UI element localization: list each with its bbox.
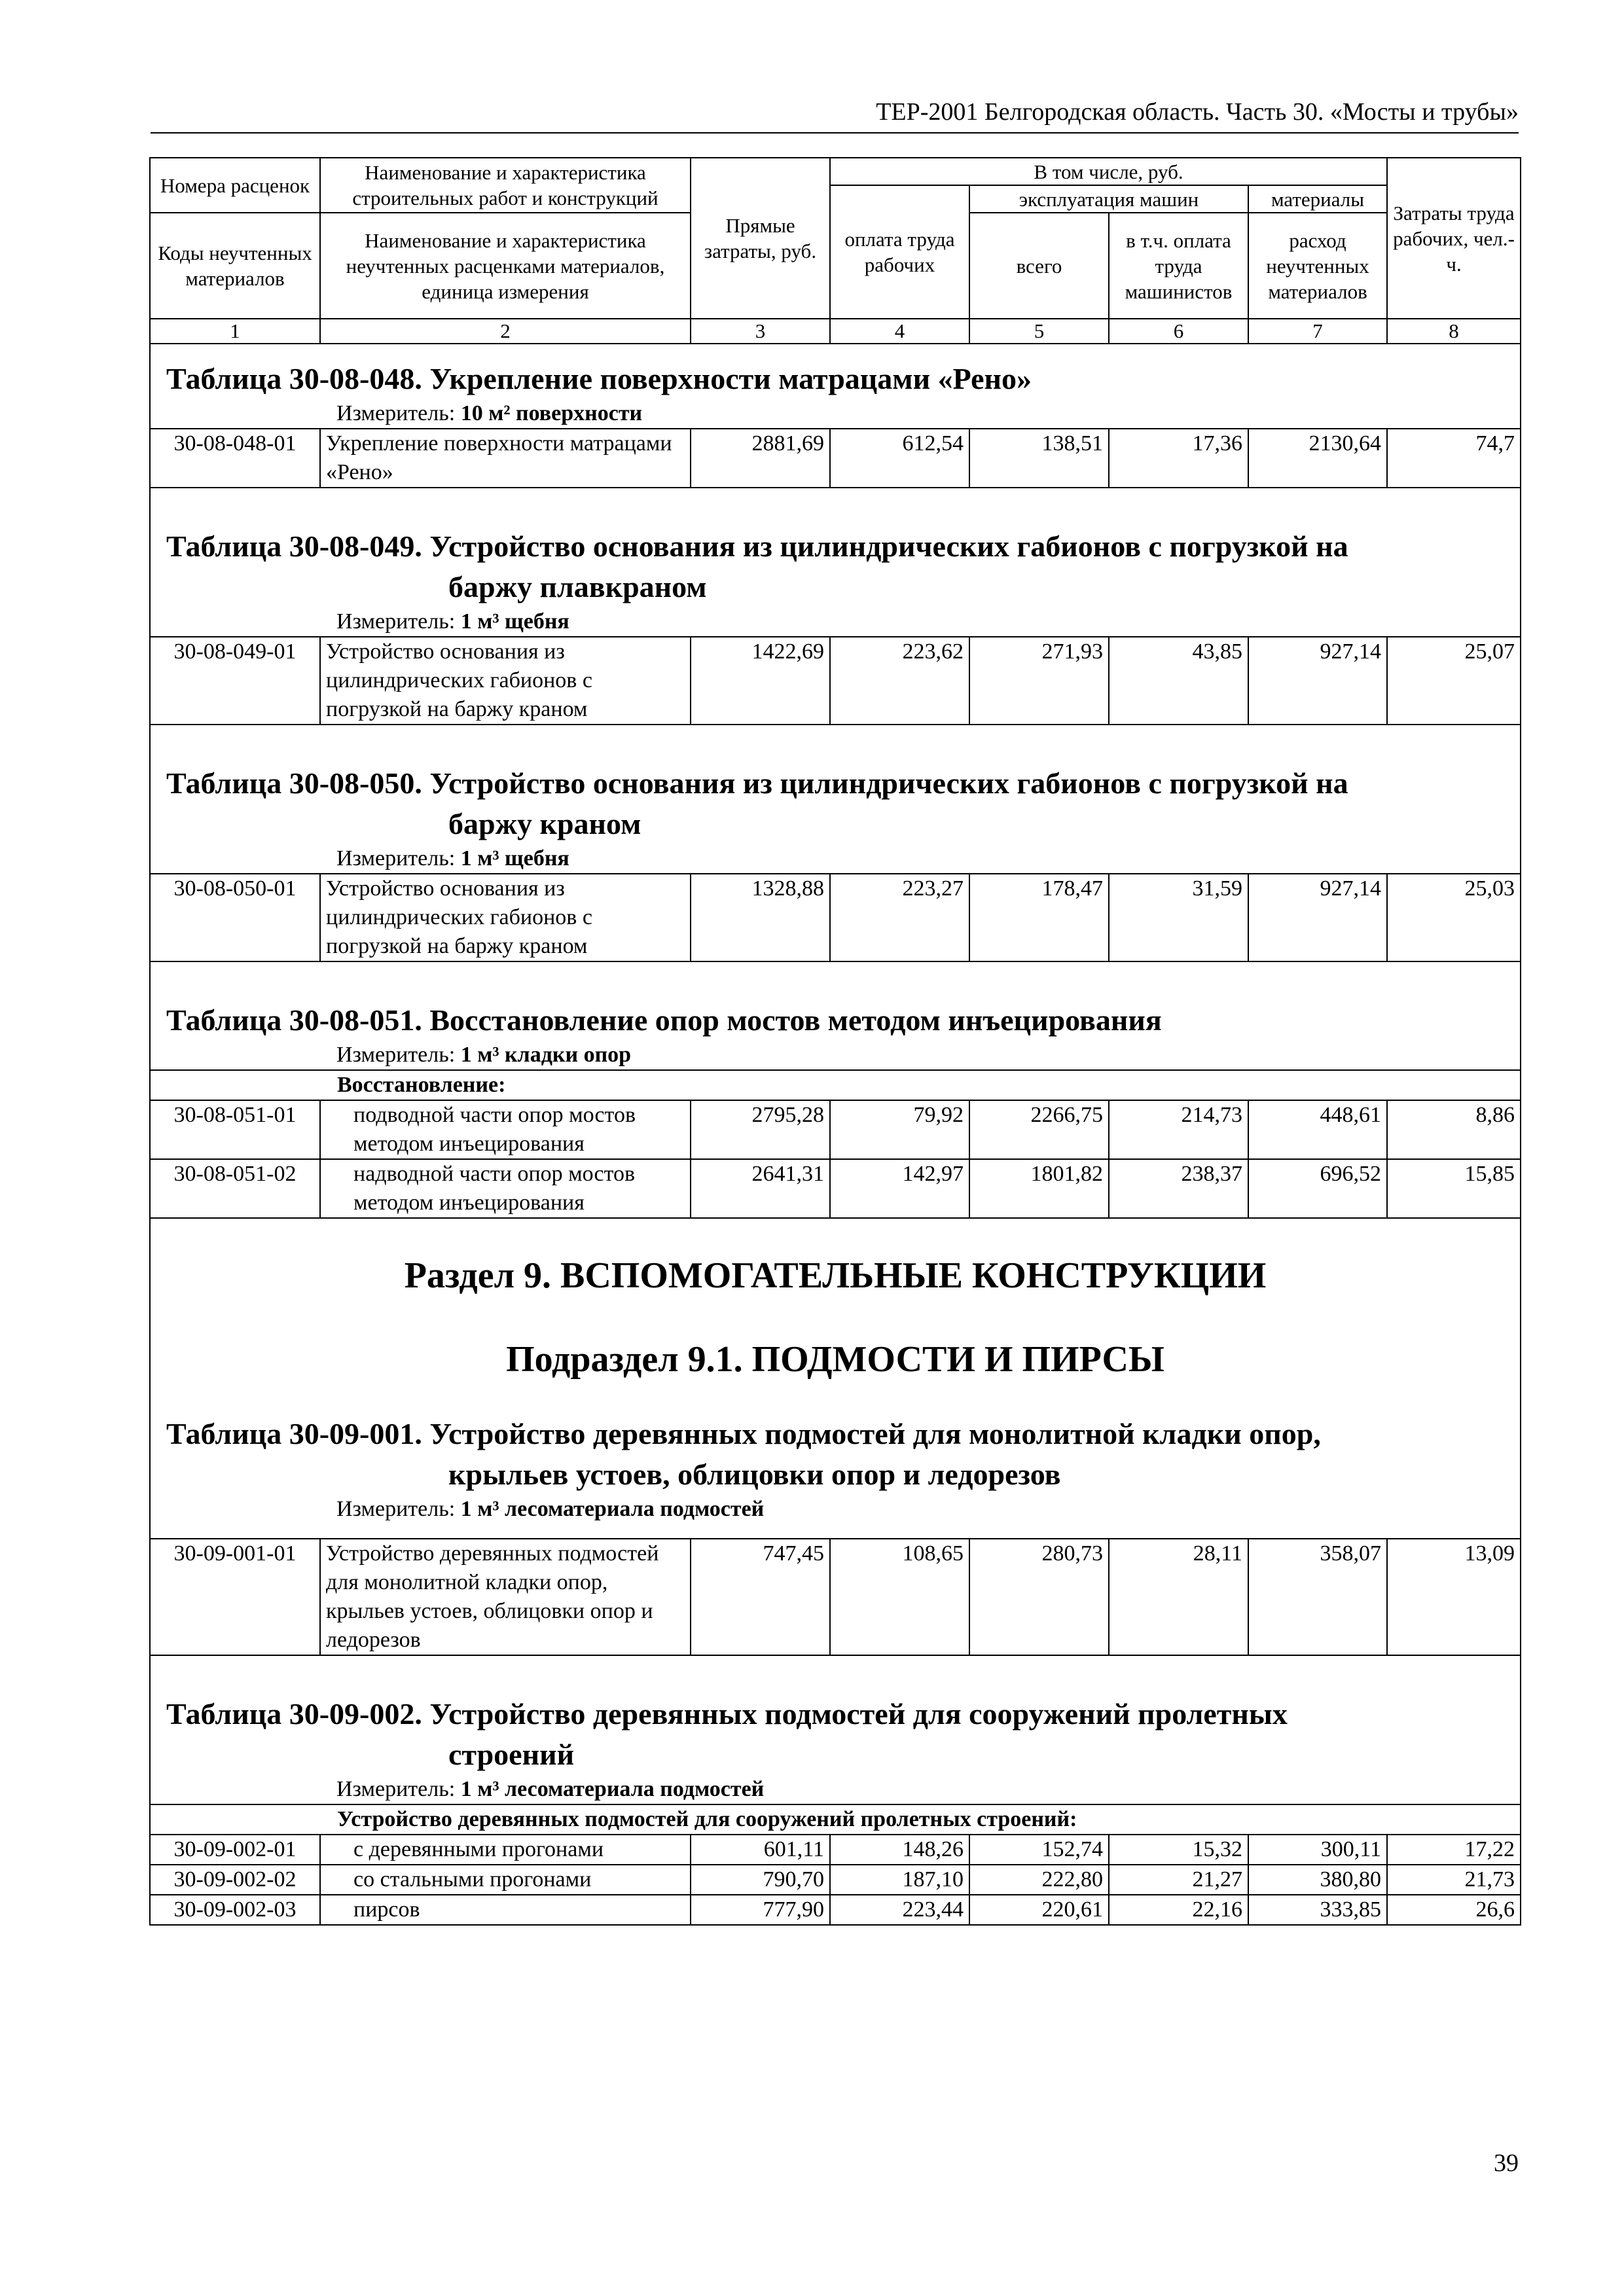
header-labor-costs: Затраты труда рабочих, чел.-ч. — [1387, 158, 1521, 319]
machines-total: 271,93 — [969, 637, 1109, 725]
measure-unit — [151, 1775, 1520, 1804]
measure-unit — [151, 607, 1520, 636]
materials: 448,61 — [1248, 1100, 1387, 1159]
table-row — [150, 1159, 1521, 1218]
labor-costs: 17,22 — [1387, 1835, 1521, 1865]
operator-pay: 21,27 — [1109, 1865, 1248, 1895]
rate-name: с деревянными прогонами — [320, 1835, 691, 1865]
rate-code: 30-09-002-01 — [150, 1835, 320, 1865]
header-materials: материалы — [1248, 185, 1387, 213]
materials: 2130,64 — [1248, 429, 1387, 488]
column-number: 4 — [830, 319, 969, 344]
column-number: 8 — [1387, 319, 1521, 344]
table-row — [150, 429, 1521, 488]
rate-code: 30-08-049-01 — [150, 637, 320, 725]
header-material-codes: Коды неучтенных материалов — [150, 213, 320, 319]
group-label: Устройство деревянных подмостей для сооружений пролетных строений: — [320, 1804, 1521, 1835]
section-title: Раздел 9. ВСПОМОГАТЕЛЬНЫЕ КОНСТРУКЦИИ — [404, 1255, 1267, 1296]
machines-total: 1801,82 — [969, 1159, 1109, 1218]
operator-pay: 22,16 — [1109, 1895, 1248, 1925]
table-title-text: Таблица 30-08-048. Укрепление поверхности матрацами «Рено» — [166, 362, 1032, 395]
group-row — [150, 1804, 1521, 1835]
machines-total: 2266,75 — [969, 1100, 1109, 1159]
direct-costs: 2641,31 — [691, 1159, 830, 1218]
rate-name: надводной части опор мостов методом инъецирования — [320, 1159, 691, 1218]
operator-pay: 17,36 — [1109, 429, 1248, 488]
column-number: 2 — [320, 319, 691, 344]
rate-name: Укрепление поверхности матрацами «Рено» — [320, 429, 691, 488]
header-machines-total: всего — [969, 213, 1109, 319]
header-rate-numbers: Номера расценок — [150, 158, 320, 213]
group-row — [150, 1070, 1521, 1100]
header-machine-operation: эксплуатация машин — [969, 185, 1248, 213]
worker-pay: 223,44 — [830, 1895, 969, 1925]
materials: 300,11 — [1248, 1835, 1387, 1865]
worker-pay: 148,26 — [830, 1835, 969, 1865]
measure-label: Измеритель: — [336, 846, 456, 870]
worker-pay: 142,97 — [830, 1159, 969, 1218]
table-title — [151, 763, 1520, 844]
direct-costs: 2881,69 — [691, 429, 830, 488]
measure-label: Измеритель: — [336, 1777, 456, 1801]
direct-costs: 777,90 — [691, 1895, 830, 1925]
header-unaccounted-materials: расход неучтенных материалов — [1248, 213, 1387, 319]
rate-name: со стальными прогонами — [320, 1865, 691, 1895]
labor-costs: 8,86 — [1387, 1100, 1521, 1159]
measure-unit — [151, 1041, 1520, 1069]
worker-pay: 108,65 — [830, 1539, 969, 1655]
worker-pay: 612,54 — [830, 429, 969, 488]
table-row — [150, 1865, 1521, 1895]
column-number: 6 — [1109, 319, 1248, 344]
materials: 927,14 — [1248, 874, 1387, 961]
direct-costs: 747,45 — [691, 1539, 830, 1655]
measure-unit — [151, 844, 1520, 873]
group-label: Восстановление: — [320, 1070, 1521, 1100]
rate-code: 30-09-002-03 — [150, 1895, 320, 1925]
column-number: 5 — [969, 319, 1109, 344]
operator-pay: 43,85 — [1109, 637, 1248, 725]
table-row — [150, 874, 1521, 961]
machines-total: 178,47 — [969, 874, 1109, 961]
rate-code: 30-09-002-02 — [150, 1865, 320, 1895]
table-title — [151, 1000, 1520, 1041]
column-number: 3 — [691, 319, 830, 344]
column-number: 7 — [1248, 319, 1387, 344]
operator-pay: 214,73 — [1109, 1100, 1248, 1159]
table-title — [151, 359, 1520, 399]
running-header: ТЕР-2001 Белгородская область. Часть 30. «Мосты и трубы» — [151, 92, 1519, 134]
table-title-text: Таблица 30-09-001. Устройство деревянных подмостей для монолитной кладки опор, — [166, 1417, 1321, 1450]
direct-costs: 601,11 — [691, 1835, 830, 1865]
rate-code: 30-08-051-02 — [150, 1159, 320, 1218]
header-operator-pay: в т.ч. оплата труда машинистов — [1109, 213, 1248, 319]
subsection-title: Подраздел 9.1. ПОДМОСТИ И ПИРСЫ — [506, 1339, 1164, 1380]
machines-total: 222,80 — [969, 1865, 1109, 1895]
worker-pay: 223,62 — [830, 637, 969, 725]
table-row — [150, 1100, 1521, 1159]
measure-label: Измеритель: — [336, 401, 456, 425]
machines-total: 220,61 — [969, 1895, 1109, 1925]
rate-name: Устройство основания из цилиндрических габионов с погрузкой на баржу краном — [320, 637, 691, 725]
machines-total: 280,73 — [969, 1539, 1109, 1655]
measure-label: Измеритель: — [336, 609, 456, 634]
table-row — [150, 637, 1521, 725]
worker-pay: 187,10 — [830, 1865, 969, 1895]
table-title — [151, 1414, 1520, 1495]
header-direct-costs: Прямые затраты, руб. — [691, 158, 830, 319]
operator-pay: 31,59 — [1109, 874, 1248, 961]
table-title — [151, 1694, 1520, 1775]
labor-costs: 13,09 — [1387, 1539, 1521, 1655]
rate-name: Устройство деревянных подмостей для монолитной кладки опор, крыльев устоев, облицовки опор и ледорезов — [320, 1539, 691, 1655]
labor-costs: 25,07 — [1387, 637, 1521, 725]
table-title-text: Таблица 30-08-051. Восстановление опор мостов методом инъецирования — [166, 1003, 1162, 1037]
machines-total: 138,51 — [969, 429, 1109, 488]
table-title-continuation: крыльев устоев, облицовки опор и ледорезов — [448, 1458, 1061, 1491]
table-title-continuation: строений — [448, 1738, 575, 1771]
rate-code: 30-08-048-01 — [150, 429, 320, 488]
table-title — [151, 526, 1520, 607]
rate-name: подводной части опор мостов методом инъецирования — [320, 1100, 691, 1159]
header-including: В том числе, руб. — [830, 158, 1387, 185]
rate-name: пирсов — [320, 1895, 691, 1925]
measure-value: 10 м² поверхности — [460, 401, 643, 425]
operator-pay: 15,32 — [1109, 1835, 1248, 1865]
rate-name: Устройство основания из цилиндрических габионов с погрузкой на баржу краном — [320, 874, 691, 961]
header-material-names: Наименование и характеристика неучтенных расценками материалов, единица измерения — [320, 213, 691, 319]
materials: 927,14 — [1248, 637, 1387, 725]
rate-code: 30-08-051-01 — [150, 1100, 320, 1159]
direct-costs: 1422,69 — [691, 637, 830, 725]
page-number: 39 — [1494, 2149, 1519, 2177]
measure-unit — [151, 1495, 1520, 1524]
table-title-text: Таблица 30-08-050. Устройство основания из цилиндрических габионов с погрузкой на — [166, 766, 1348, 800]
worker-pay: 79,92 — [830, 1100, 969, 1159]
measure-value: 1 м³ щебня — [460, 846, 569, 870]
materials: 696,52 — [1248, 1159, 1387, 1218]
machines-total: 152,74 — [969, 1835, 1109, 1865]
table-title-continuation: баржу краном — [448, 807, 641, 840]
direct-costs: 2795,28 — [691, 1100, 830, 1159]
table-title-text: Таблица 30-09-002. Устройство деревянных подмостей для сооружений пролетных — [166, 1697, 1288, 1731]
materials: 380,80 — [1248, 1865, 1387, 1895]
worker-pay: 223,27 — [830, 874, 969, 961]
measure-value: 1 м³ лесоматериала подмостей — [460, 1497, 765, 1521]
measure-value: 1 м³ щебня — [460, 609, 569, 634]
measure-unit — [151, 399, 1520, 428]
estimate-table — [149, 157, 1521, 1926]
column-number: 1 — [150, 319, 320, 344]
table-title-continuation: баржу плавкраном — [448, 570, 707, 603]
labor-costs: 74,7 — [1387, 429, 1521, 488]
measure-label: Измеритель: — [336, 1043, 456, 1067]
materials: 333,85 — [1248, 1895, 1387, 1925]
header-worker-pay: оплата труда рабочих — [830, 185, 969, 319]
labor-costs: 21,73 — [1387, 1865, 1521, 1895]
table-row — [150, 1539, 1521, 1655]
materials: 358,07 — [1248, 1539, 1387, 1655]
measure-value: 1 м³ кладки опор — [460, 1043, 632, 1067]
measure-value: 1 м³ лесоматериала подмостей — [460, 1777, 765, 1801]
labor-costs: 26,6 — [1387, 1895, 1521, 1925]
measure-label: Измеритель: — [336, 1497, 456, 1521]
direct-costs: 790,70 — [691, 1865, 830, 1895]
labor-costs: 25,03 — [1387, 874, 1521, 961]
table-row — [150, 1895, 1521, 1925]
rate-code: 30-09-001-01 — [150, 1539, 320, 1655]
operator-pay: 28,11 — [1109, 1539, 1248, 1655]
labor-costs: 15,85 — [1387, 1159, 1521, 1218]
rate-code: 30-08-050-01 — [150, 874, 320, 961]
table-title-text: Таблица 30-08-049. Устройство основания из цилиндрических габионов с погрузкой на — [166, 529, 1348, 563]
header-work-name: Наименование и характеристика строительных работ и конструкций — [320, 158, 691, 213]
operator-pay: 238,37 — [1109, 1159, 1248, 1218]
table-row — [150, 1835, 1521, 1865]
direct-costs: 1328,88 — [691, 874, 830, 961]
